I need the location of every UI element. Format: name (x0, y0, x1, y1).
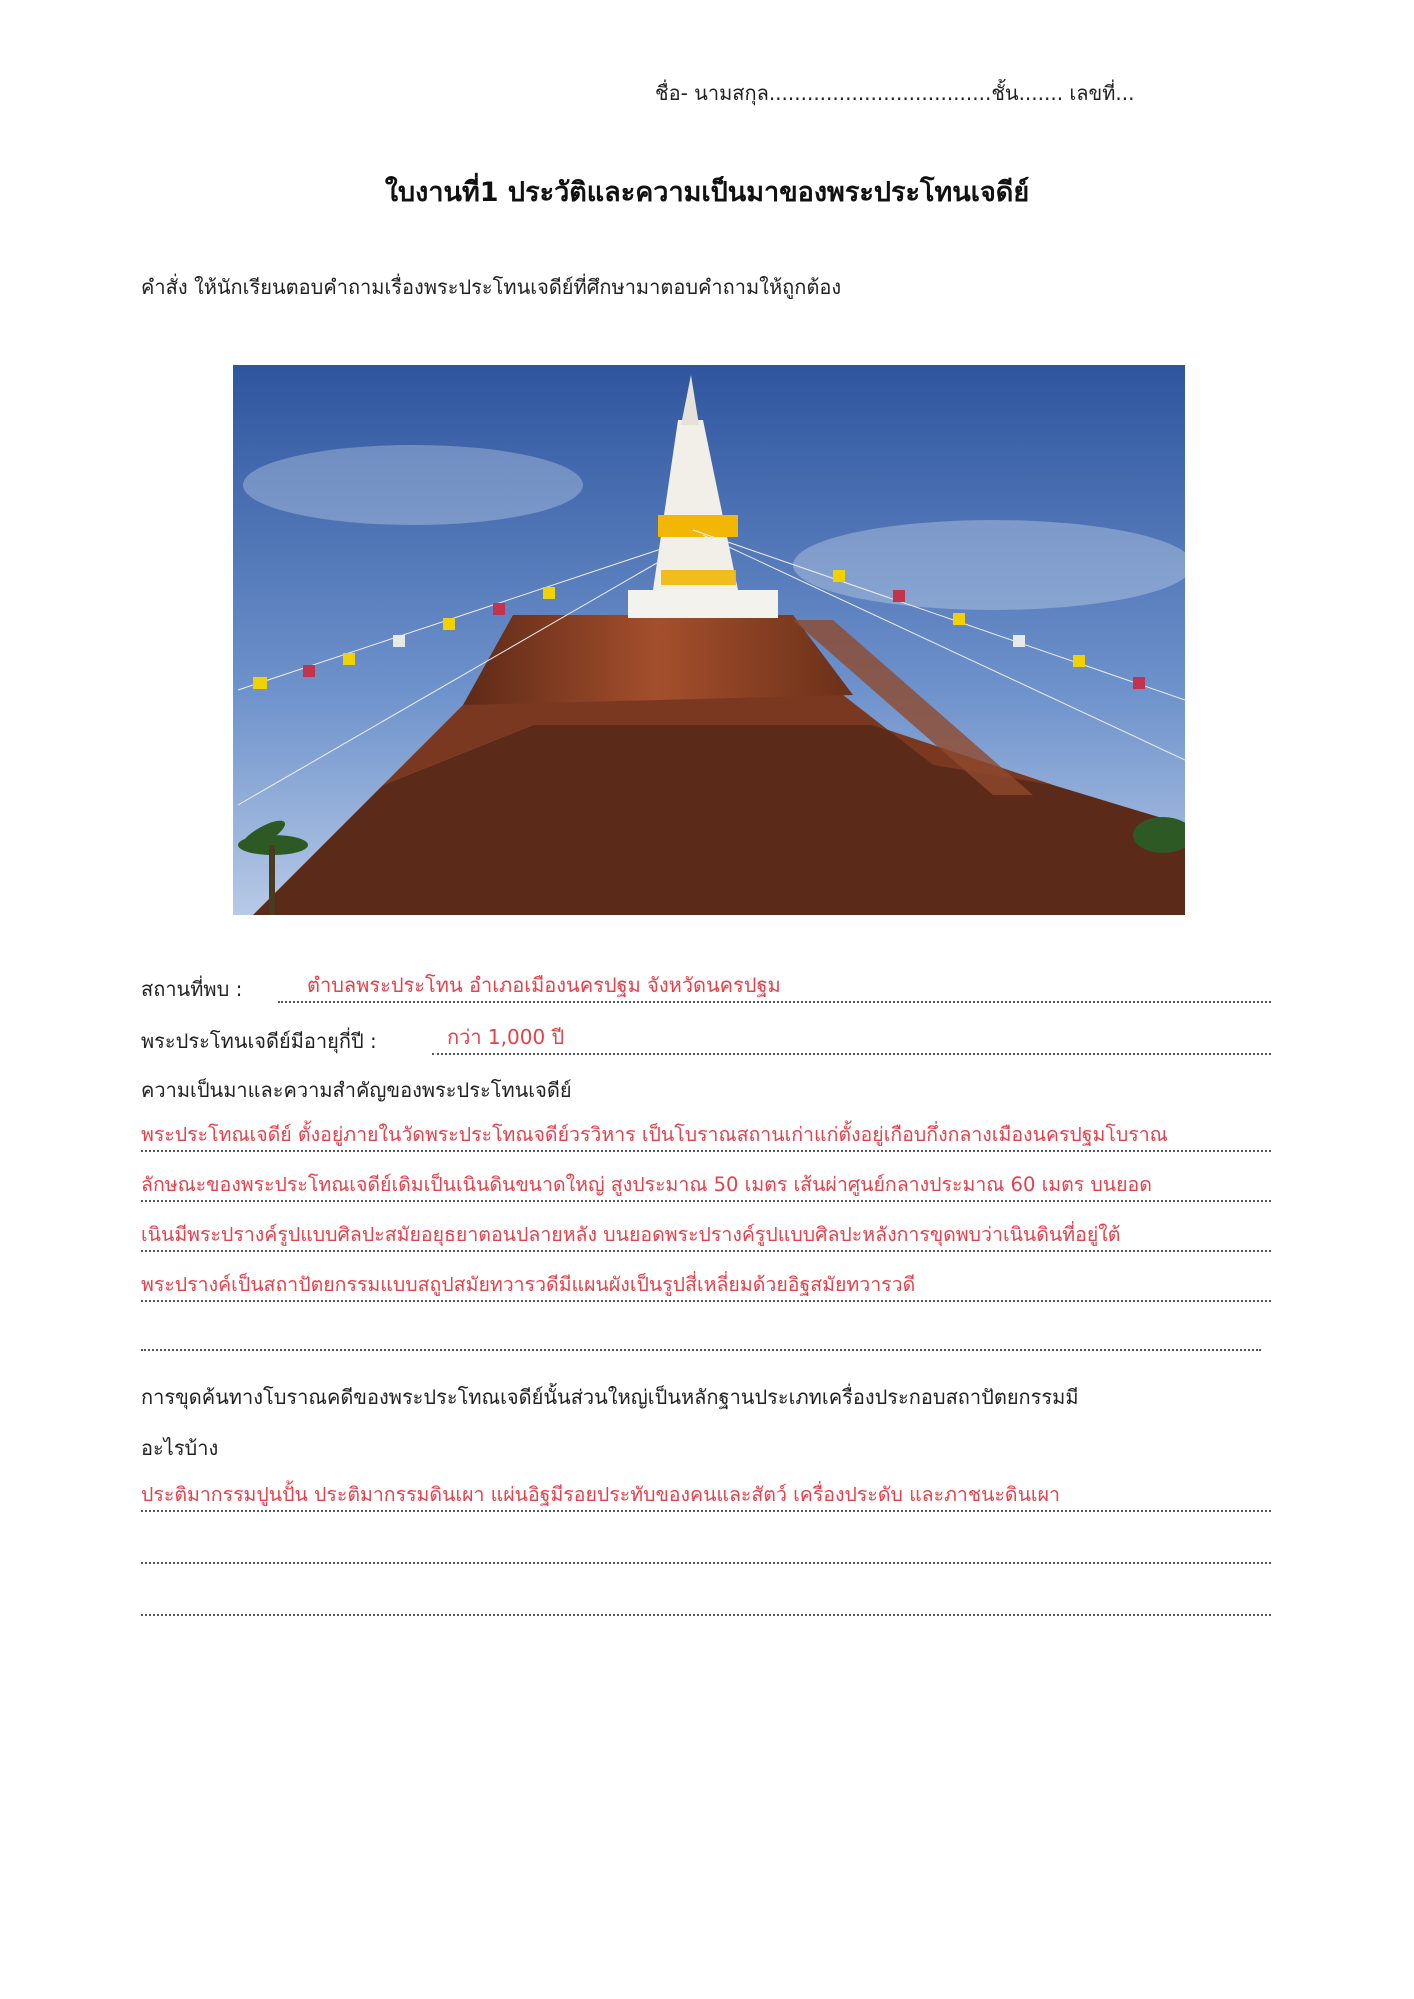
student-info-line: ชื่อ- นามสกุล...................................ชั้น....... เลขที่... (655, 81, 1135, 105)
worksheet-title: ใบงานที่1 ประวัติและความเป็นมาของพระประโทนเจดีย์ (384, 177, 1030, 208)
history-line-1 (141, 1150, 1271, 1152)
excavation-question-line-2: อะไรบ้าง (141, 1436, 219, 1460)
age-label: พระประโทนเจดีย์มีอายุกี่ปี : (141, 1029, 377, 1053)
excavation-line-3 (141, 1614, 1271, 1616)
location-answer: ตำบลพระประโทน อำเภอเมืองนครปฐม จังหวัดนครปฐม (307, 973, 781, 997)
history-line-4 (141, 1300, 1271, 1302)
history-line-2 (141, 1200, 1271, 1202)
history-line-5 (141, 1349, 1261, 1351)
age-answer-line (432, 1053, 1271, 1055)
location-answer-line (278, 1001, 1271, 1003)
excavation-line-1 (141, 1510, 1271, 1512)
history-answer-line-1: พระประโทณเจดีย์ ตั้งอยู่ภายในวัดพระประโทณจดีย์วรวิหาร เป็นโบราณสถานเก่าแก่ตั้งอยู่เกือบกึ่งกลางเมืองนครปฐมโบราณ (141, 1123, 1168, 1146)
chedi-photo (233, 365, 1185, 915)
excavation-line-2 (141, 1562, 1271, 1564)
history-answer-line-3: เนินมีพระปรางค์รูปแบบศิลปะสมัยอยุธยาตอนปลายหลัง บนยอดพระปรางค์รูปแบบศิลปะหลังการขุดพบว่าเนินดินที่อยู่ใต้ (141, 1223, 1121, 1246)
history-label: ความเป็นมาและความสำคัญของพระประโทนเจดีย์ (141, 1078, 572, 1102)
age-answer: กว่า 1,000 ปี (447, 1025, 565, 1049)
excavation-answer: ประติมากรรมปูนปั้น ประติมากรรมดินเผา แผ่นอิฐมีรอยประทับของคนและสัตว์ เครื่องประดับ และภาชนะดินเผา (141, 1483, 1060, 1506)
history-answer-line-2: ลักษณะของพระประโทณเจดีย์เดิมเป็นเนินดินขนาดใหญ่ สูงประมาณ 50 เมตร เส้นผ่าศูนย์กลางประมาณ 60 เมตร บนยอด (141, 1173, 1152, 1196)
excavation-question-line-1: การขุดค้นทางโบราณคดีของพระประโทณเจดีย์นั้นส่วนใหญ่เป็นหลักฐานประเภทเครื่องประกอบสถาปัตยกรรมมี (141, 1385, 1079, 1409)
instruction-text: คำสั่ง ให้นักเรียนตอบคำถามเรื่องพระประโทนเจดีย์ที่ศึกษามาตอบคำถามให้ถูกต้อง (141, 275, 842, 299)
history-answer-line-4: พระปรางค์เป็นสถาปัตยกรรมแบบสถูปสมัยทวารวดีมีแผนผังเป็นรูปสี่เหลี่ยมด้วยอิฐสมัยทวารวดี (141, 1273, 916, 1296)
history-line-3 (141, 1250, 1271, 1252)
location-label: สถานที่พบ : (141, 977, 243, 1001)
